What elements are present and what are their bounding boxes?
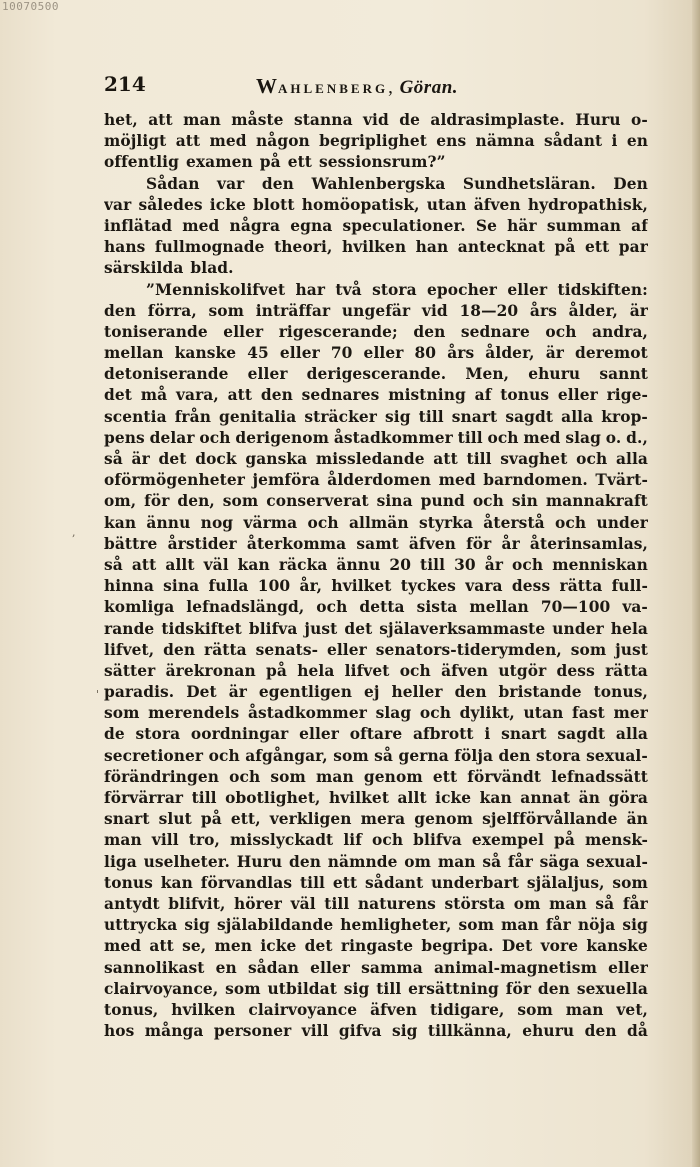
text-line: som merendels åstadkommer slag och dylikt, utan fast mer bbox=[104, 704, 648, 723]
text-line: de stora oordningar eller oftare afbrott i snart sagdt alla bbox=[104, 725, 648, 744]
text-line: man vill tro, misslyckadt lif och blifva exempel på mensk- bbox=[104, 831, 648, 850]
margin-speck: ' bbox=[96, 688, 100, 701]
text-line: särskilda blad. bbox=[104, 259, 234, 278]
text-line: scentia från genitalia sträcker sig till snart sagdt alla krop- bbox=[104, 407, 648, 426]
text-line: förändringen och som man genom ett förvändt lefnadssätt bbox=[104, 767, 648, 786]
text-line: detoniserande eller derigescerande. Men, ehuru sannt bbox=[104, 365, 648, 384]
text-line: med att se, men icke det ringaste begripa. Det vore kanske bbox=[104, 937, 648, 956]
text-line: sätter ärekronan på hela lifvet och äfven utgör dess rätta bbox=[104, 661, 648, 680]
text-line: tonus kan förvandlas till ett sådant underbart själaljus, som bbox=[104, 873, 648, 892]
text-line: så är det dock ganska missledande att till svaghet och alla bbox=[104, 450, 648, 468]
text-line: förvärrar till obotlighet, hvilket allt icke kan annat än göra bbox=[104, 789, 648, 807]
text-line: lifvet, den rätta senats- eller senators-tiderymden, som just bbox=[104, 640, 648, 659]
text-line: hinna sina fulla 100 år, hvilket tyckes vara dess rätta full- bbox=[104, 577, 648, 596]
text-line: hans fullmognade theori, hvilken han antecknat på ett par bbox=[104, 238, 648, 257]
running-header bbox=[104, 72, 650, 102]
text-line: mellan kanske 45 eller 70 eller 80 års ålder, är deremot bbox=[104, 344, 648, 363]
page-number: 214 bbox=[104, 72, 146, 96]
text-line: möjligt att med någon begriplighet ens nämna sådant i en bbox=[104, 132, 648, 151]
text-line: antydt blifvit, hörer väl till naturens största om man så får bbox=[104, 894, 648, 913]
text-line: det må vara, att den sednares mistning af tonus eller rige- bbox=[104, 386, 648, 405]
text-line: Sådan var den Wahlenbergska Sundhetsläran. Den bbox=[146, 174, 648, 193]
text-line: komliga lefnadslängd, och detta sista mellan 70—100 va- bbox=[104, 598, 648, 617]
text-line: kan ännu nog värma och allmän styrka återstå och under bbox=[104, 513, 648, 532]
text-line: secretioner och afgångar, som så gerna följa den stora sexual- bbox=[104, 746, 648, 765]
running-title: WAHLENBERG, Göran. bbox=[256, 74, 459, 98]
text-line: paradis. Det är egentligen ej heller den bristande tonus, bbox=[104, 683, 648, 702]
text-line: sannolikast en sådan eller samma animal-magnetism eller bbox=[104, 958, 648, 977]
margin-speck: , bbox=[72, 526, 76, 539]
text-line: pens delar och derigenom åstadkommer till och med slag o. d., bbox=[104, 428, 648, 447]
text-line: uttrycka sig själabildande hemligheter, som man får nöja sig bbox=[104, 916, 648, 935]
text-line: inflätad med några egna speculationer. Se här summan af bbox=[104, 216, 648, 235]
text-line: var således icke blott homöopatisk, utan äfven hydropathisk, bbox=[104, 195, 648, 214]
text-line: tonus, hvilken clairvoyance äfven tidigare, som man vet, bbox=[104, 1000, 648, 1019]
page-spine-edge bbox=[692, 0, 700, 1167]
text-line: om, för den, som conserverat sina pund och sin mannakraft bbox=[104, 492, 648, 511]
text-line: toniserande eller rigescerande; den sednare och andra, bbox=[104, 322, 648, 341]
text-line: den förra, som inträffar ungefär vid 18—20 års ålder, är bbox=[104, 301, 648, 320]
scan-stamp: 10070500 bbox=[2, 0, 59, 13]
text-line: hos många personer vill gifva sig tillkänna, ehuru den då bbox=[104, 1022, 648, 1041]
text-line: ”Menniskolifvet har två stora epocher eller tidskiften: bbox=[146, 280, 648, 299]
text-line: bättre årstider återkomma samt äfven för år återinsamlas, bbox=[104, 534, 648, 553]
text-line: clairvoyance, som utbildat sig till ersättning för den sexuella bbox=[104, 979, 648, 998]
text-line: så att allt väl kan räcka ännu 20 till 30 år och menniskan bbox=[104, 555, 648, 574]
text-line: rande tidskiftet blifva just det själaverksammaste under hela bbox=[104, 619, 648, 638]
text-line: oförmögenheter jemföra ålderdomen med barndomen. Tvärt- bbox=[104, 471, 648, 490]
text-line: het, att man måste stanna vid de aldrasimplaste. Huru o- bbox=[104, 111, 648, 129]
body-text bbox=[104, 110, 648, 1042]
text-line: offentlig examen på ett sessionsrum?” bbox=[104, 153, 446, 172]
text-line: snart slut på ett, verkligen mera genom sjelfförvållande än bbox=[104, 810, 648, 829]
text-line: liga uselheter. Huru den nämnde om man så får säga sexual- bbox=[104, 852, 648, 871]
